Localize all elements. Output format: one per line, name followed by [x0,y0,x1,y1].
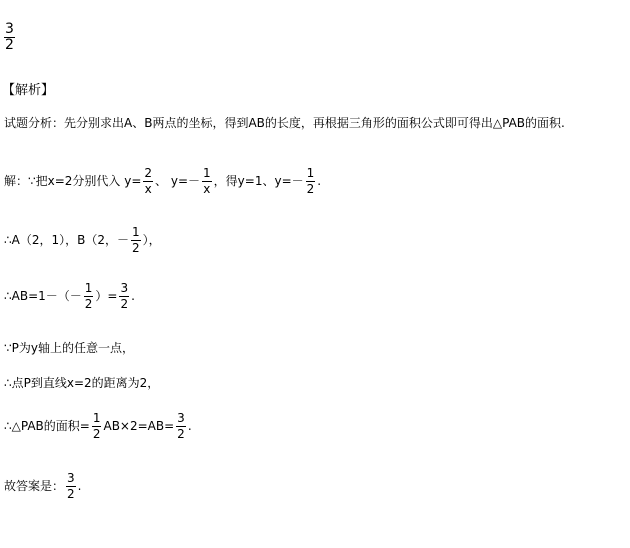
fraction [176,411,186,442]
text: ∴AB=1－（－ [4,289,82,303]
fraction [131,225,141,256]
numerator: 1 [84,281,93,295]
denominator: 2 [84,297,93,311]
numerator: 1 [203,166,211,180]
fraction [66,471,76,502]
denominator: 2 [120,297,129,311]
numerator: 3 [67,471,75,485]
numerator: 1 [92,411,101,425]
denominator: 2 [131,241,140,255]
text: 故答案是： [4,479,65,493]
text: ∴△PAB的面积= [4,419,90,433]
text: ，得y=1、y=－ [213,174,304,188]
final-answer [4,471,81,502]
solution-line-1 [4,166,321,197]
text: . [187,419,192,433]
solution-line-2 [4,225,161,256]
denominator: 2 [306,182,315,196]
fraction [202,166,212,197]
denominator: 2 [92,427,101,441]
denominator: 2 [5,37,14,53]
numerator: 3 [177,411,185,425]
numerator: 3 [120,281,129,295]
denominator: x [203,182,211,196]
text: . [317,174,322,188]
fraction [143,166,153,197]
text: ）= [95,289,118,303]
text: ∴A（2，1），B（2，－ [4,233,129,247]
text: AB×2=AB= [103,419,175,433]
solution-line-4: ∵P为y轴上的任意一点， [4,341,134,355]
solution-line-5: ∴点P到直线x=2的距离为2， [4,376,160,390]
text: . [77,479,82,493]
denominator: x [144,182,152,196]
top-answer [2,22,17,53]
numerator: 1 [306,166,315,180]
numerator: 1 [131,225,140,239]
fraction [119,281,129,312]
numerator: 3 [5,21,14,37]
solution-line-6 [4,411,192,442]
fraction [92,411,102,442]
section-heading: 【解析】 [2,83,55,98]
solution-line-3 [4,281,135,312]
text: 、 y=－ [155,174,201,188]
text: . [131,289,135,303]
fraction [84,281,94,312]
text: 解：∵把x=2分别代入 y= [4,174,142,188]
numerator: 2 [144,166,153,180]
denominator: 2 [67,487,75,501]
text: ）， [142,233,161,247]
denominator: 2 [177,427,185,441]
fraction [306,166,316,197]
analysis-paragraph: 试题分析：先分别求出A、B两点的坐标，得到AB的长度，再根据三角形的面积公式即可得出△PAB的面积. [4,116,565,130]
fraction [4,22,15,53]
